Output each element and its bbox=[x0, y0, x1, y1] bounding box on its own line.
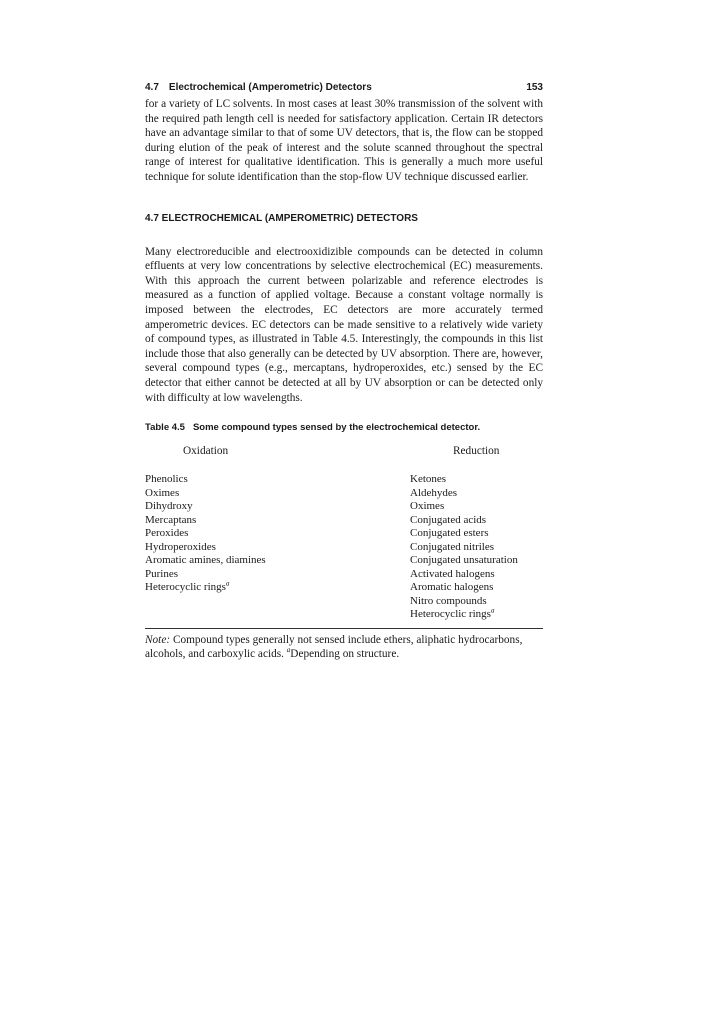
table-cell: Purines bbox=[145, 567, 178, 580]
running-head-left bbox=[145, 82, 372, 93]
table-cell-text: Heterocyclic rings bbox=[410, 608, 491, 621]
running-head-title: Electrochemical (Amperometric) Detectors bbox=[168, 82, 372, 93]
table-cell: Conjugated nitriles bbox=[410, 540, 495, 553]
table-column-headers bbox=[145, 445, 543, 459]
table-cell: Mercaptans bbox=[145, 513, 197, 526]
table-cell bbox=[145, 581, 410, 595]
table-cell: Dihydroxy bbox=[145, 500, 193, 513]
note-text: Compound types generally not sensed include ethers, aliphatic hydrocarbons, alcohols, and carboxylic acids. bbox=[145, 633, 523, 661]
footnote-mark: a bbox=[490, 606, 495, 615]
table-cell: Phenolics bbox=[145, 473, 188, 486]
table-cell: Peroxides bbox=[145, 527, 189, 540]
oxidation-column bbox=[145, 473, 410, 622]
table-cell: Conjugated esters bbox=[410, 527, 489, 540]
reduction-header: Reduction bbox=[453, 445, 500, 458]
note-label: Note: bbox=[145, 633, 171, 646]
table-cell: Aromatic amines, diamines bbox=[145, 554, 266, 567]
footnote-mark: a bbox=[286, 646, 291, 655]
table-rule bbox=[145, 628, 543, 629]
book-page bbox=[145, 82, 543, 662]
reduction-column bbox=[410, 473, 543, 622]
footnote-text: Depending on structure. bbox=[290, 648, 400, 661]
running-head-section-number: 4.7 bbox=[145, 82, 159, 93]
table-note bbox=[145, 633, 543, 662]
footnote-mark: a bbox=[225, 579, 230, 588]
table-cell: Aldehydes bbox=[410, 486, 458, 499]
table-cell: Oximes bbox=[145, 486, 180, 499]
table-label: Table 4.5 bbox=[145, 422, 185, 434]
oxidation-header: Oxidation bbox=[183, 445, 229, 458]
paragraph-1: for a variety of LC solvents. In most cases at least 30% transmission of the solvent with the required path length cell is needed for satisfactory application. Certain IR detectors have an advantage similar to that of some UV detectors, that is, the flow can be stopped during elution of the peak of interest and the solute scanned throughout the spectral range of interest for qualitative identification. This is generally a much more useful technique for solute identification than the stop-flow UV technique discussed earlier. bbox=[145, 98, 543, 183]
table-cell: Conjugated unsaturation bbox=[410, 554, 518, 567]
table-caption bbox=[145, 422, 543, 435]
table-caption-text: Some compound types sensed by the electrochemical detector. bbox=[192, 422, 481, 434]
running-head bbox=[145, 82, 543, 96]
table-cell: Conjugated acids bbox=[410, 513, 487, 526]
table-cell-text: Heterocyclic rings bbox=[145, 581, 226, 594]
compound-table bbox=[145, 473, 543, 622]
table-cell: Oximes bbox=[410, 500, 445, 513]
page-number: 153 bbox=[526, 82, 543, 93]
table-cell bbox=[410, 608, 543, 622]
table-cell: Activated halogens bbox=[410, 567, 495, 580]
table-cell: Hydroperoxides bbox=[145, 540, 216, 553]
table-cell: Ketones bbox=[410, 473, 447, 486]
paragraph-2: Many electroreducible and electrooxidizible compounds can be detected in column effluents at very low concentrations by selective electrochemical (EC) measurements. With this approach the current between polarizable and reference electrodes is measured as a function of applied voltage. Because a constant voltage normally is imposed between the electrodes, EC detectors are more accurately termed amperometric devices. EC detectors can be made sensitive to a relatively wide variety of compound types, as illustrated in Table 4.5. Interestingly, the compounds in this list include those that also generally can be detected by UV absorption. There are, however, several compound types (e.g., mercaptans, hydroperoxides, etc.) sensed by the EC detector that either cannot be detected at all by UV absorption or can be detected only with difficulty at low wavelengths. bbox=[145, 245, 543, 404]
table-cell: Aromatic halogens bbox=[410, 581, 494, 594]
section-heading: 4.7 ELECTROCHEMICAL (AMPEROMETRIC) DETECTORS bbox=[145, 212, 418, 224]
table-cell: Nitro compounds bbox=[410, 594, 487, 607]
